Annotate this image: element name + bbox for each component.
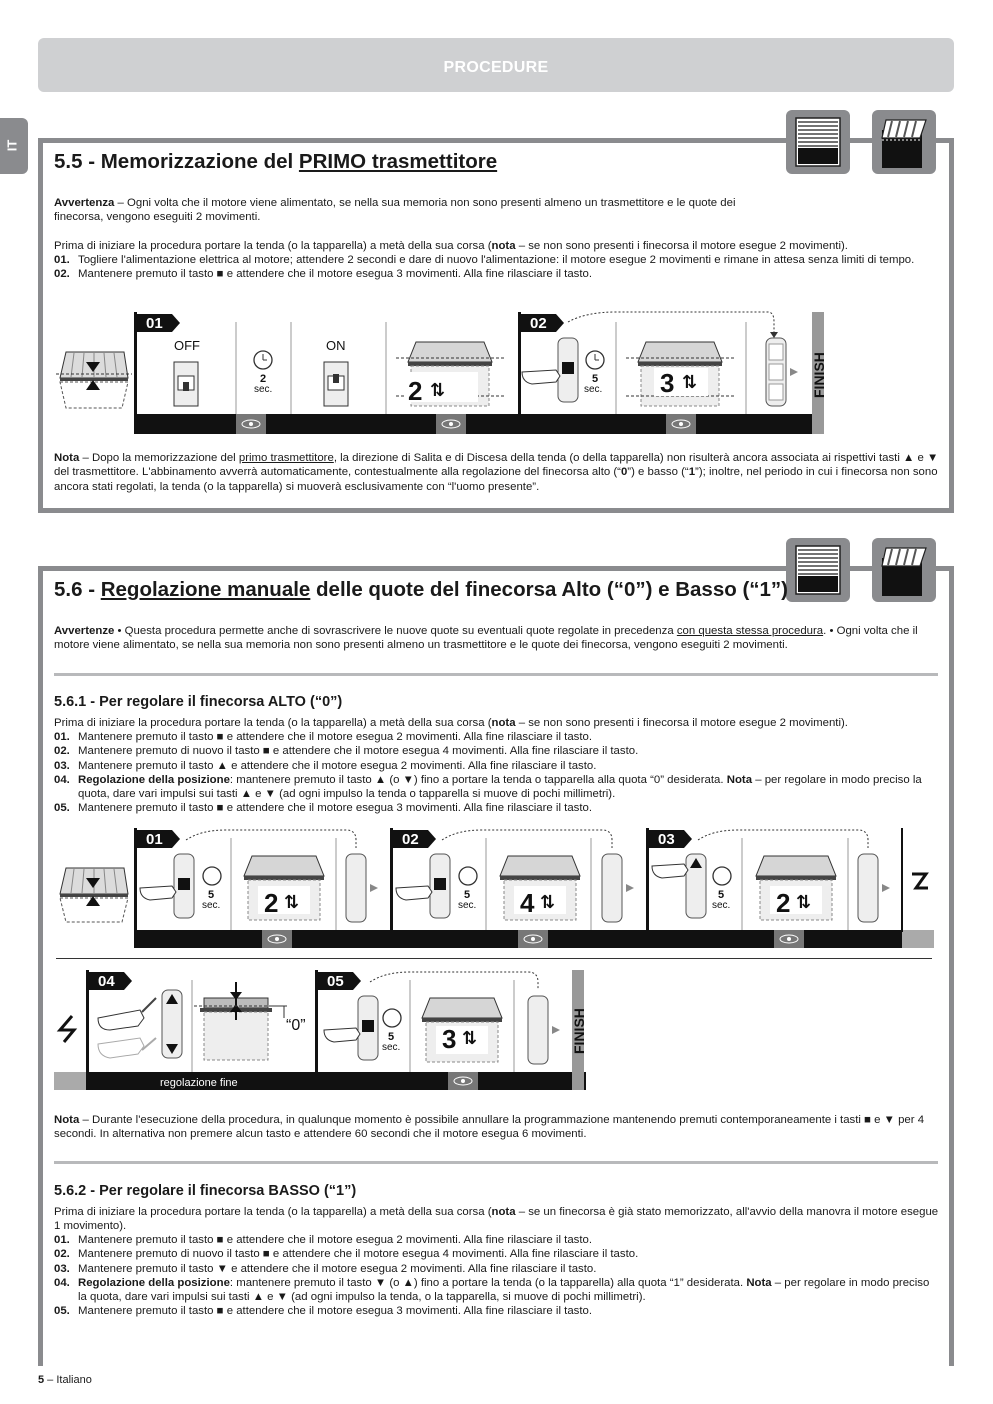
awning-icon	[872, 538, 936, 602]
awning-fine-adjust-illustration	[194, 982, 288, 1060]
step-badge: 01	[146, 315, 163, 332]
awning-icon	[872, 110, 936, 174]
remote-press-stop-icon	[396, 854, 450, 918]
list-item: 01. Togliere l'alimentazione elettrica al motore; attendere 2 secondi e dare di nuovo l'alimentazione: il motore esegue 2 movimenti e rimane in attesa senza limiti di tempo.	[54, 254, 915, 266]
subsection-5-6-1-intro: Prima di iniziare la procedura portare la tenda (o la tapparella) a metà della sua corsa (nota – se non sono presenti i finecorsa il motore esegue 2 movimenti).	[54, 717, 848, 729]
roller-shutter-icon	[786, 110, 850, 174]
fine-adjust-label: regolazione fine	[160, 1077, 238, 1089]
list-item: 05. Mantenere premuto il tasto ■ e attendere che il motore esegua 3 movimenti. Alla fine rilasciare il tasto.	[54, 802, 593, 815]
move-count: 3	[442, 1024, 457, 1054]
wait-seconds: 5	[718, 889, 725, 901]
clock-icon	[383, 1009, 401, 1027]
list-item: 02. Mantenere premuto il tasto ■ e attendere che il motore esegua 3 movimenti. Alla fine rilasciare il tasto.	[54, 268, 593, 281]
remote-release-icon	[346, 854, 378, 922]
section-5-6-title: 5.6 - Regolazione manuale delle quote del finecorsa Alto (“0”) e Basso (“1”)	[54, 578, 788, 601]
wait-unit: sec.	[382, 1042, 401, 1053]
wait-seconds: 2	[260, 373, 267, 385]
continue-arrow-icon	[912, 874, 928, 888]
list-item: 02. Mantenere premuto di nuovo il tasto ■ e attendere che il motore esegua 4 movimenti. Alla fine rilasciare il tasto.	[54, 1248, 639, 1261]
wait-seconds: 5	[464, 889, 471, 901]
remote-release-icon	[602, 854, 634, 922]
section-5-5-diagram	[56, 310, 831, 436]
subsection-5-6-1-note: Nota – Durante l'esecuzione della procedura, in qualunque momento è possibile annullare la programmazione mantenendo premuti contemporaneamente i tasti ■ e ▼ per 4 secondi. In alternativa non premere alcun tasto e attendere 60 secondi che il motore esegua 6 movimenti.	[54, 1114, 925, 1141]
subsection-5-6-1-steps	[54, 730, 940, 816]
off-label: OFF	[174, 338, 200, 353]
section-5-5-steps	[54, 253, 940, 282]
wait-unit: sec.	[254, 384, 273, 395]
wait-unit: sec.	[202, 900, 221, 911]
wait-unit: sec.	[712, 900, 731, 911]
divider	[54, 673, 938, 676]
up-down-arrows: ⇅	[540, 892, 556, 912]
subsection-5-6-2-steps	[54, 1233, 940, 1319]
section-header	[38, 38, 954, 92]
step-badge: 02	[530, 315, 547, 332]
wait-seconds: 5	[208, 889, 215, 901]
list-item: 01. Mantenere premuto il tasto ■ e attendere che il motore esegua 2 movimenti. Alla fine rilasciare il tasto.	[54, 1234, 593, 1246]
divider	[56, 958, 932, 959]
remote-press-stop-icon	[522, 338, 578, 402]
remote-adjust-icon	[98, 990, 182, 1058]
page-number: 5	[38, 1374, 45, 1386]
wait-seconds: 5	[592, 373, 599, 385]
finish-label: FINISH	[571, 1008, 587, 1054]
step-badge: 05	[327, 973, 344, 990]
list-item: 03. Mantenere premuto il tasto ▲ e attendere che il motore esegua 2 movimenti. Alla fine rilasciare il tasto.	[54, 759, 597, 772]
list-item: 01. Mantenere premuto il tasto ■ e attendere che il motore esegua 2 movimenti. Alla fine rilasciare il tasto.	[54, 731, 593, 743]
step-badge: 01	[146, 831, 163, 848]
remote-press-stop-icon	[324, 996, 378, 1060]
language-tab	[0, 118, 28, 174]
quota-label: “0”	[286, 1017, 306, 1034]
section-5-5-warning: Avvertenza – Ogni volta che il motore viene alimentato, se nella sua memoria non sono presenti almeno un trasmettitore e le quote dei finecorsa, vengono eseguiti 2 movimenti.	[54, 197, 736, 224]
list-item: 04. Regolazione della posizione: mantenere premuto il tasto ▲ (o ▼) fino a portare la tenda o tapparella alla quota “0” desiderata. Nota – per regolare in modo preciso la quota, dare vari impulsi sui tasti ▲ e ▼ (ad ogni impulso la tenda o tapparella si muove di pochi millimetri).	[54, 773, 922, 801]
move-count: 2	[408, 376, 423, 406]
up-down-arrows: ⇅	[796, 892, 812, 912]
remote-press-up-icon	[652, 854, 706, 918]
section-5-5-title: 5.5 - Memorizzazione del PRIMO trasmettitore	[54, 150, 498, 173]
wait-unit: sec.	[458, 900, 477, 911]
wait-unit: sec.	[584, 384, 603, 395]
awning-illustration	[56, 352, 132, 408]
awning-illustration	[60, 868, 128, 922]
header-title: PROCEDURE	[443, 59, 549, 76]
list-item: 02. Mantenere premuto di nuovo il tasto ■ e attendere che il motore esegua 4 movimenti. Alla fine rilasciare il tasto.	[54, 745, 639, 758]
subsection-5-6-2-intro: Prima di iniziare la procedura portare la tenda (o la tapparella) a metà della sua corsa (nota – se un finecorsa è già stato memorizzato, all'avvio della manovra il motore esegue 1 movimento).	[54, 1206, 939, 1233]
move-count: 3	[660, 368, 675, 398]
finish-label: FINISH	[811, 352, 827, 398]
divider	[54, 1161, 938, 1164]
step-badge: 02	[402, 831, 419, 848]
language-tab-label: IT	[4, 139, 20, 152]
page-footer	[38, 1374, 92, 1386]
section-5-6-warning: Avvertenze • Questa procedura permette anche di sovrascrivere le nuove quote su eventuali quote regolate in precedenza con questa stessa procedura. • Ogni volta che il motore viene alimentato, se nella sua memoria non sono presenti almeno un trasmettitore e le quote dei finecorsa, vengono eseguiti 2 movimenti.	[54, 625, 918, 652]
up-down-arrows: ⇅	[462, 1028, 478, 1048]
move-count: 2	[264, 888, 279, 918]
breaker-on-icon	[324, 362, 348, 406]
remote-release-icon	[766, 338, 798, 406]
move-count: 4	[520, 888, 535, 918]
section-5-5-note: Nota – Dopo la memorizzazione del primo trasmettitore, la direzione di Salita e di Discesa della tenda (o della tapparella) non risulterà ancora associata ai rispettivi tasti ▲ e ▼ del trasmettitore. L'abbinamento avverrà automaticamente, contestualmente alla regolazione del finecorsa alto (“0”) e basso (“1”); inoltre, nel periodo in cui i finecorsa non sono ancora stati regolati, la tenda (o la tapparella) si muoverà esclusivamente con “l'uomo presente”.	[54, 452, 939, 493]
subsection-5-6-2-title: 5.6.2 - Per regolare il finecorsa BASSO (“1”)	[54, 1183, 357, 1199]
clock-icon	[713, 867, 731, 885]
awning-moves-illustration	[626, 342, 736, 406]
on-label: ON	[326, 338, 346, 353]
remote-release-icon	[528, 996, 560, 1064]
up-down-arrows: ⇅	[284, 892, 300, 912]
up-down-arrows: ⇅	[682, 372, 698, 392]
list-item: 04. Regolazione della posizione: mantenere premuto il tasto ▼ (o ▲) fino a portare la tenda (o la tapparella) alla quota “1” desiderata. Nota – per regolare in modo preciso la quota, dare vari impulsi sui tasti ▲ e ▼ (ad ogni impulso la tenda, o la tapparella, si muove di pochi millimetri).	[54, 1276, 930, 1304]
move-count: 2	[776, 888, 791, 918]
up-down-arrows: ⇅	[430, 380, 446, 400]
footer-language: – Italiano	[44, 1374, 92, 1386]
list-item: 05. Mantenere premuto il tasto ■ e attendere che il motore esegua 3 movimenti. Alla fine rilasciare il tasto.	[54, 1305, 593, 1318]
return-arrow-icon	[60, 1016, 74, 1042]
roller-shutter-icon	[786, 538, 850, 602]
clock-icon	[203, 867, 221, 885]
wait-seconds: 5	[388, 1031, 395, 1043]
remote-press-stop-icon	[140, 854, 194, 918]
step-badge: 03	[658, 831, 675, 848]
step-badge: 04	[98, 973, 115, 990]
clock-icon	[459, 867, 477, 885]
breaker-off-icon	[174, 362, 198, 406]
section-5-5-intro: Prima di iniziare la procedura portare la tenda (o la tapparella) a metà della sua corsa (nota – se non sono presenti i finecorsa il motore esegue 2 movimenti).	[54, 240, 848, 252]
remote-release-icon	[858, 854, 890, 922]
subsection-5-6-1-diagram-row1	[56, 826, 936, 950]
subsection-5-6-1-title: 5.6.1 - Per regolare il finecorsa ALTO (“0”)	[54, 694, 343, 710]
subsection-5-6-1-diagram-row2	[54, 968, 594, 1092]
list-item: 03. Mantenere premuto il tasto ▼ e attendere che il motore esegua 2 movimenti. Alla fine rilasciare il tasto.	[54, 1262, 597, 1275]
